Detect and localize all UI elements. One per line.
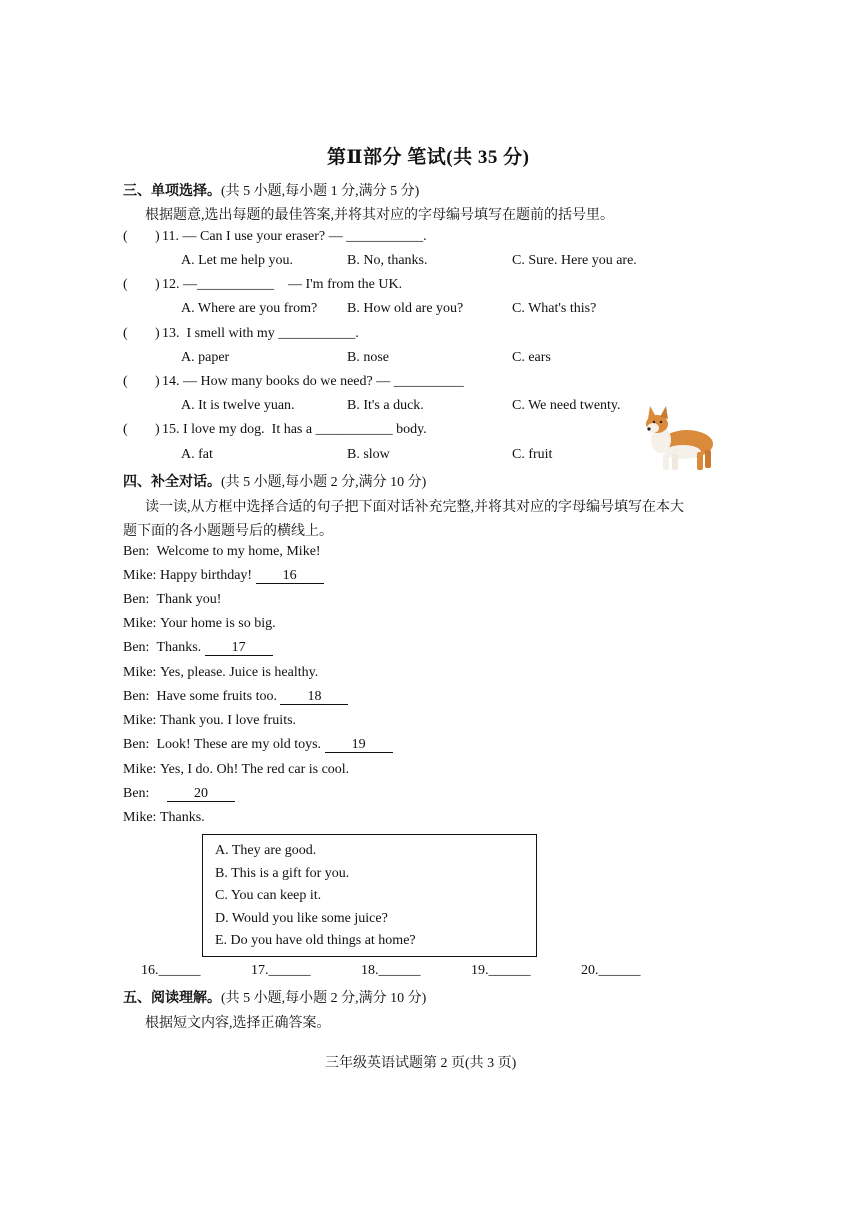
options-box bbox=[202, 834, 537, 957]
question-14-paren-close: ) bbox=[155, 374, 160, 389]
box-option-e: E. Do you have old things at home? bbox=[215, 933, 416, 948]
dialogue-speaker: Mike: bbox=[123, 713, 157, 728]
answer-slot-19[interactable]: 19.______ bbox=[471, 963, 531, 978]
dialogue-text: Yes, I do. Oh! The red car is cool. bbox=[159, 762, 350, 777]
dialogue-line bbox=[123, 640, 273, 656]
dialogue-speaker: Ben: bbox=[123, 640, 150, 655]
dialogue-speaker: Mike: bbox=[123, 762, 157, 777]
page-footer: 三年级英语试题第 2 页(共 3 页) bbox=[325, 1056, 517, 1071]
box-option-c: C. You can keep it. bbox=[215, 888, 322, 903]
dialogue-speaker: Mike: bbox=[123, 568, 157, 583]
question-12-paren-close: ) bbox=[155, 277, 160, 292]
answer-slot-20[interactable]: 20.______ bbox=[581, 963, 641, 978]
question-13-paren-close: ) bbox=[155, 326, 160, 341]
dialogue-speaker: Ben: bbox=[123, 544, 150, 559]
box-option-b: B. This is a gift for you. bbox=[215, 866, 350, 881]
dialogue-speaker: Mike: bbox=[123, 665, 157, 680]
dialogue-blank-18: 18 bbox=[280, 690, 348, 705]
page-title: 第Ⅱ部分 笔试(共 35 分) bbox=[327, 147, 530, 168]
section-3-heading bbox=[123, 180, 419, 200]
dialogue-line bbox=[123, 713, 296, 729]
box-option-a: A. They are good. bbox=[215, 843, 317, 858]
dialogue-speaker: Mike: bbox=[123, 810, 157, 825]
section-5-instruction: 根据短文内容,选择正确答案。 bbox=[145, 1016, 331, 1031]
dialogue-line bbox=[123, 786, 235, 802]
dialogue-text: Thanks. bbox=[159, 810, 205, 825]
question-11-option-c: C. Sure. Here you are. bbox=[512, 253, 637, 268]
dialogue-text: Thank you! bbox=[156, 592, 222, 607]
answer-slot-17[interactable]: 17.______ bbox=[251, 963, 311, 978]
section-3-title: 三、单项选择。 bbox=[123, 184, 221, 199]
dialogue-line bbox=[123, 568, 324, 584]
section-3-note: (共 5 小题,每小题 1 分,满分 5 分) bbox=[221, 184, 420, 199]
question-12-option-c: C. What's this? bbox=[512, 301, 597, 316]
dialogue-line bbox=[123, 762, 349, 778]
question-12-stem: 12. —___________ — I'm from the UK. bbox=[162, 277, 403, 292]
dialogue-line bbox=[123, 544, 321, 560]
answer-slot-18[interactable]: 18.______ bbox=[361, 963, 421, 978]
section-5-heading bbox=[123, 987, 426, 1007]
dialogue-blank-16: 16 bbox=[256, 569, 324, 584]
section-4-note: (共 5 小题,每小题 2 分,满分 10 分) bbox=[221, 475, 427, 490]
question-14-paren-open: ( bbox=[123, 374, 128, 389]
question-12-paren-open: ( bbox=[123, 277, 128, 292]
question-14-option-c: C. We need twenty. bbox=[512, 398, 621, 413]
question-13-stem: 13. I smell with my ___________. bbox=[162, 326, 359, 341]
question-15-option-a: A. fat bbox=[181, 447, 213, 462]
dialogue-speaker: Ben: bbox=[123, 689, 150, 704]
dialogue-speaker: Mike: bbox=[123, 616, 157, 631]
answer-slot-16[interactable]: 16.______ bbox=[141, 963, 201, 978]
question-14-option-a: A. It is twelve yuan. bbox=[181, 398, 295, 413]
dialogue-speaker: Ben: bbox=[123, 786, 150, 801]
dialogue-line bbox=[123, 665, 318, 681]
section-4-heading bbox=[123, 471, 426, 491]
corgi-dog-illustration bbox=[635, 404, 719, 478]
question-15-option-b: B. slow bbox=[347, 447, 390, 462]
dialogue-text: Your home is so big. bbox=[159, 616, 276, 631]
question-13-paren-open: ( bbox=[123, 326, 128, 341]
dialogue-line bbox=[123, 592, 221, 608]
question-15-stem: 15. I love my dog. It has a ___________ body. bbox=[162, 422, 427, 437]
question-13-option-a: A. paper bbox=[181, 350, 230, 365]
dialogue-speaker: Ben: bbox=[123, 592, 150, 607]
question-11-option-b: B. No, thanks. bbox=[347, 253, 428, 268]
dialogue-blank-17: 17 bbox=[205, 641, 273, 656]
dialogue-speaker: Ben: bbox=[123, 737, 150, 752]
question-12-option-a: A. Where are you from? bbox=[181, 301, 318, 316]
box-option-d: D. Would you like some juice? bbox=[215, 911, 388, 926]
dialogue-text: Happy birthday! bbox=[159, 568, 253, 583]
question-11-option-a: A. Let me help you. bbox=[181, 253, 293, 268]
question-13-option-c: C. ears bbox=[512, 350, 551, 365]
section-4-instruction-line-1: 读一读,从方框中选择合适的句子把下面对话补充完整,并将其对应的字母编号填写在本大 bbox=[145, 500, 684, 515]
dialogue-line bbox=[123, 616, 276, 632]
question-15-paren-close: ) bbox=[155, 422, 160, 437]
question-15-option-c: C. fruit bbox=[512, 447, 553, 462]
dialogue-line bbox=[123, 737, 393, 753]
dialogue-text: Thanks. bbox=[156, 640, 202, 655]
dialogue-line bbox=[123, 810, 205, 826]
section-5-note: (共 5 小题,每小题 2 分,满分 10 分) bbox=[221, 991, 427, 1006]
section-5-title: 五、阅读理解。 bbox=[123, 991, 221, 1006]
dialogue-line bbox=[123, 689, 348, 705]
section-3-instruction: 根据题意,选出每题的最佳答案,并将其对应的字母编号填写在题前的括号里。 bbox=[145, 208, 614, 223]
dialogue-blank-19: 19 bbox=[325, 738, 393, 753]
question-13-option-b: B. nose bbox=[347, 350, 389, 365]
dialogue-text: Look! These are my old toys. bbox=[156, 737, 322, 752]
question-14-option-b: B. It's a duck. bbox=[347, 398, 424, 413]
question-15-paren-open: ( bbox=[123, 422, 128, 437]
question-11-paren-close: ) bbox=[155, 229, 160, 244]
dialogue-blank-20: 20 bbox=[167, 787, 235, 802]
question-12-option-b: B. How old are you? bbox=[347, 301, 464, 316]
dialogue-text: Yes, please. Juice is healthy. bbox=[159, 665, 319, 680]
section-4-instruction-line-2: 题下面的各小题题号后的横线上。 bbox=[123, 524, 333, 539]
dialogue-text: Welcome to my home, Mike! bbox=[156, 544, 321, 559]
section-4-title: 四、补全对话。 bbox=[123, 475, 221, 490]
question-11-stem: 11. — Can I use your eraser? — ___________. bbox=[162, 229, 427, 244]
question-11-paren-open: ( bbox=[123, 229, 128, 244]
dialogue-text: Have some fruits too. bbox=[156, 689, 277, 704]
question-14-stem: 14. — How many books do we need? — __________ bbox=[162, 374, 464, 389]
dialogue-text: Thank you. I love fruits. bbox=[159, 713, 297, 728]
